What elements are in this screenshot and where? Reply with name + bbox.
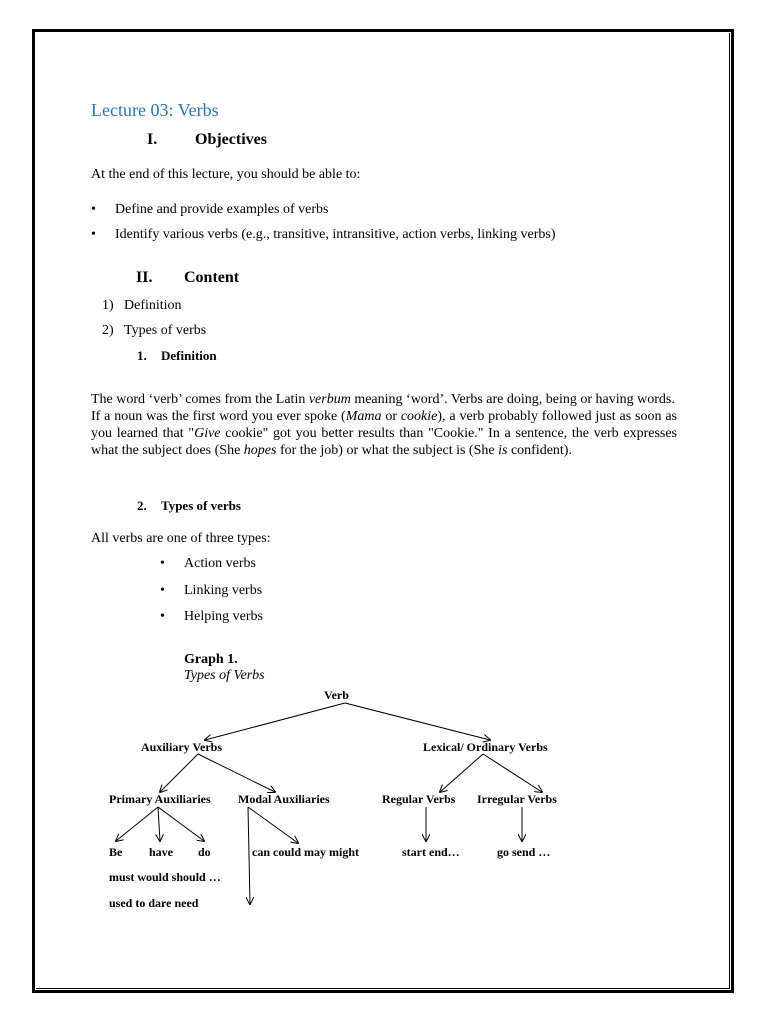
arrow-auxiliary-primary <box>160 754 198 792</box>
text-run-italic: verbum <box>308 392 351 407</box>
lecture-title: Lecture 03: Verbs <box>91 100 219 120</box>
text-run: meaning ‘word’. Verbs are doing, being or having words. <box>350 392 675 407</box>
type-item: • Helping verbs <box>184 609 263 625</box>
type-item: • Linking verbs <box>184 583 262 599</box>
text-run: or <box>381 409 401 424</box>
list-text: Types of verbs <box>124 323 207 338</box>
text-run-italic: is <box>498 443 508 458</box>
types-heading <box>137 498 241 514</box>
node-verb: Verb <box>324 688 349 702</box>
node-must-would-should: must would should … <box>109 870 221 884</box>
graph-label: Graph 1. <box>184 652 238 667</box>
arrow-lexical-regular <box>440 754 483 792</box>
text-run-italic: Mama <box>345 409 382 424</box>
arrow-verb-lexical <box>345 703 490 740</box>
arrow-modal-can <box>248 807 298 843</box>
text-run: The word ‘verb’ comes from the Latin <box>91 392 309 407</box>
node-go-send: go send … <box>497 845 551 859</box>
arrow-primary-be <box>116 807 158 841</box>
arrow-primary-do <box>158 807 204 841</box>
arrow-modal-must <box>248 807 250 904</box>
content-number: II. <box>136 269 153 286</box>
objectives-title: Objectives <box>195 131 267 148</box>
text-run: for the job) or what the subject is (She <box>276 443 499 458</box>
types-title: Types of verbs <box>161 498 241 513</box>
text-run-italic: hopes <box>243 443 277 458</box>
verb-tree-diagram <box>90 688 640 918</box>
definition-paragraph <box>91 391 677 459</box>
node-be: Be <box>109 845 123 859</box>
content-title: Content <box>184 269 240 286</box>
type-item: • Action verbs <box>184 556 256 572</box>
node-can-could-may-might: can could may might <box>252 845 360 859</box>
content-list-item <box>102 323 206 339</box>
arrow-primary-have <box>158 807 160 841</box>
list-text: Definition <box>124 298 182 313</box>
text-run-italic: Give <box>194 426 221 441</box>
objective-item: • Define and provide examples of verbs <box>115 202 328 218</box>
text-run: ), a verb probably followed just as soon as you learned that " <box>91 409 677 441</box>
objectives-intro: At the end of this lecture, you should be able to: <box>91 167 361 182</box>
types-intro: All verbs are one of three types: <box>91 531 271 546</box>
definition-number: 1. <box>137 348 147 363</box>
text-run-italic: cookie <box>400 409 438 424</box>
arrow-verb-auxiliary <box>205 703 345 740</box>
arrow-lexical-irregular <box>483 754 542 792</box>
text-run: If a noun was the first word you ever spoke ( <box>91 409 346 424</box>
arrow-auxiliary-modal <box>198 754 275 792</box>
objective-item: • Identify various verbs (e.g., transitive, intransitive, action verbs, linking verbs) <box>115 227 556 243</box>
definition-heading <box>137 348 217 364</box>
objectives-number: I. <box>147 131 158 148</box>
graph-caption: Types of Verbs <box>184 668 265 683</box>
text-run: cookie" got you better results than "Cookie." In a sentence, the verb expresses what the subject does (She <box>91 426 678 458</box>
node-modal-auxiliaries: Modal Auxiliaries <box>238 792 330 806</box>
node-start-end: start end… <box>402 845 460 859</box>
objectives-heading <box>147 131 267 149</box>
text-run: confident). <box>507 443 572 458</box>
node-have: have <box>149 845 173 859</box>
list-number: 2) <box>102 323 114 338</box>
node-irregular-verbs: Irregular Verbs <box>477 792 557 806</box>
definition-title: Definition <box>161 348 217 363</box>
content-heading <box>136 269 239 287</box>
node-auxiliary-verbs: Auxiliary Verbs <box>141 740 223 754</box>
node-regular-verbs: Regular Verbs <box>382 792 456 806</box>
node-lexical-verbs: Lexical/ Ordinary Verbs <box>423 740 548 754</box>
list-number: 1) <box>102 298 114 313</box>
node-used-to-dare-need: used to dare need <box>109 896 199 910</box>
types-number: 2. <box>137 498 147 513</box>
content-list-item <box>102 298 182 314</box>
node-do: do <box>198 845 211 859</box>
node-primary-auxiliaries: Primary Auxiliaries <box>109 792 211 806</box>
